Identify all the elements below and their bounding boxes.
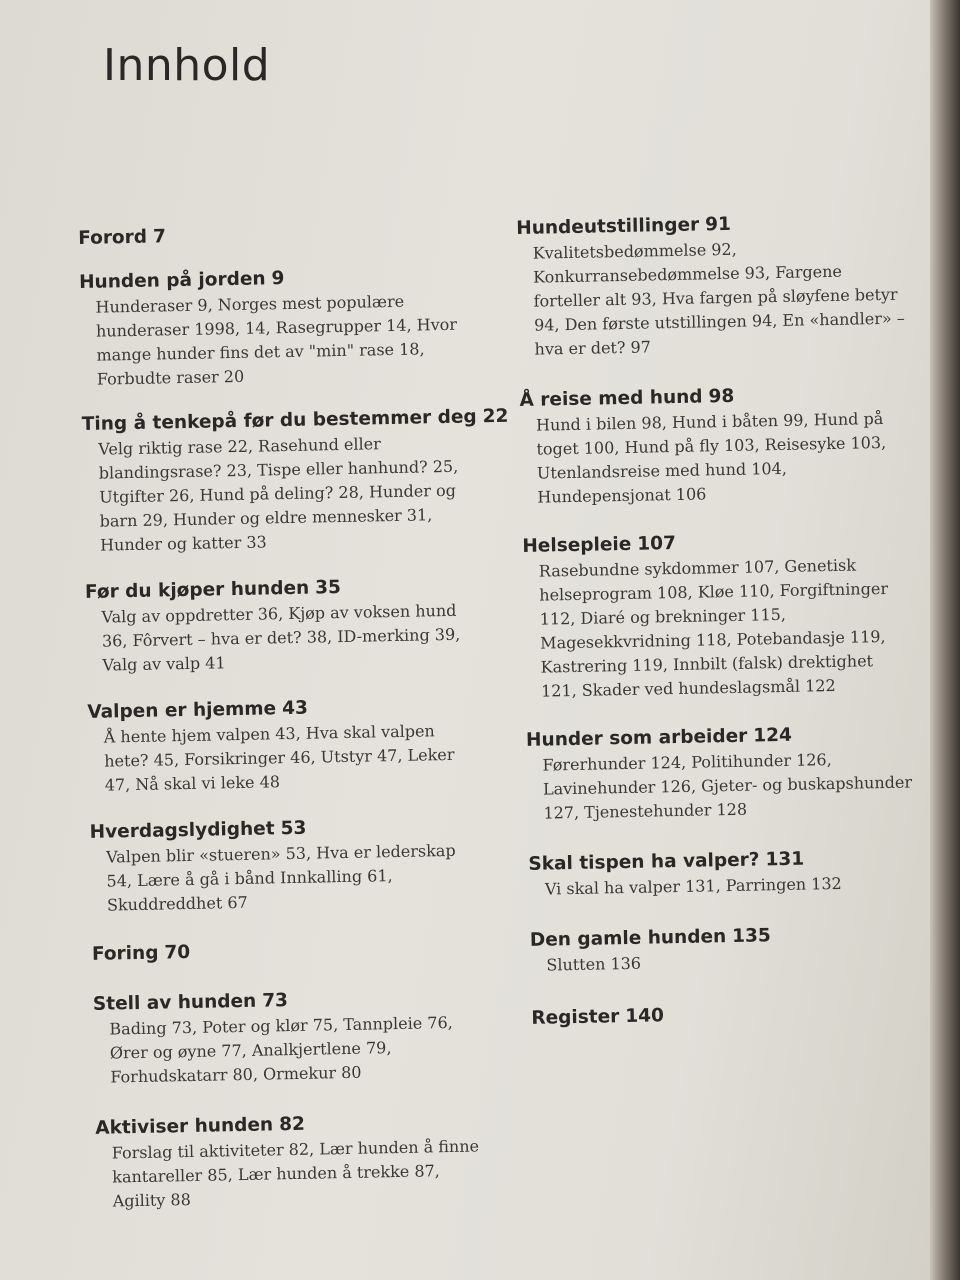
chapter-title: Forord bbox=[78, 226, 148, 249]
chapter-page-number: 9 bbox=[271, 268, 285, 290]
toc-right-column bbox=[516, 209, 922, 1032]
chapter-title: Foring bbox=[91, 942, 159, 965]
chapter-heading bbox=[92, 934, 482, 967]
toc-entry bbox=[516, 209, 909, 362]
toc-entry bbox=[81, 404, 509, 557]
chapter-page-number: 53 bbox=[280, 817, 307, 840]
chapter-page-number: 43 bbox=[281, 697, 309, 720]
subsection-list: Kvalitetsbedømmelse 92, Konkurransebedømmelse 93, Fargene forteller alt 93, Hva fargen på sløyfene betyr 94, Den første utstillingen 94, En «handler» – hva er det? 97 bbox=[532, 239, 905, 359]
toc-entry bbox=[530, 920, 921, 977]
subsection-list: Slutten 136 bbox=[546, 953, 642, 975]
subsection-list: Vi skal ha valper 131, Parringen 132 bbox=[544, 873, 842, 899]
toc-entry bbox=[522, 526, 915, 703]
chapter-page-number: 35 bbox=[314, 577, 342, 599]
chapter-title: Den gamle hunden bbox=[529, 926, 727, 951]
subsection-list: Valg av oppdretter 36, Kjøp av voksen hund 36, Fôrvert – hva er det? 38, ID-merking 39, Valg av valp 41 bbox=[101, 600, 461, 675]
subsection-list: Hund i bilen 98, Hund i båten 99, Hund på toget 100, Hund på fly 103, Reisesyke 103, Utenlandsreise med hund 104, Hundepensjonat 106 bbox=[535, 408, 887, 507]
chapter-page-number: 107 bbox=[637, 532, 677, 555]
toc-entry bbox=[95, 1108, 487, 1213]
subsection-list: Rasebundne sykdommer 107, Genetisk helseprogram 108, Kløe 110, Forgiftninger 112, Diaré og brekninger 115, Magesekkvridning 118, Potebandasje 119, Kastrering 119, Innbilt (falsk) drektighet 121, Skader ved hundeslagsmål 122 bbox=[538, 555, 889, 701]
chapter-title: Hundeutstillinger bbox=[516, 214, 700, 239]
chapter-page-number: 98 bbox=[708, 385, 735, 408]
chapter-page-number: 124 bbox=[753, 724, 793, 747]
toc-left-column bbox=[78, 219, 509, 1214]
subsection-list: Førerhunder 124, Politihunder 126, Lavinehunder 126, Gjeter- og buskapshunder 127, Tjenestehunder 128 bbox=[542, 750, 913, 823]
chapter-title: Aktiviser hunden bbox=[95, 1114, 274, 1139]
chapter-title: Hverdagslydighet bbox=[89, 818, 275, 843]
chapter-heading bbox=[531, 998, 921, 1031]
chapter-page-number: 140 bbox=[625, 1005, 665, 1028]
chapter-page-number: 135 bbox=[731, 925, 772, 947]
toc-entry bbox=[87, 692, 479, 797]
chapter-title: Skal tispen ha valper? bbox=[528, 849, 760, 875]
subsection-list: Hunderaser 9, Norges mest populære hunderaser 1998, 14, Rasegrupper 14, Hvor mange hunder fins det av "min" rase 18, Forbudte raser 20 bbox=[95, 291, 458, 389]
chapter-page-number: 7 bbox=[152, 226, 167, 248]
chapter-page-number: 131 bbox=[765, 848, 805, 871]
toc-entry bbox=[93, 984, 485, 1089]
page-title: Innhold bbox=[103, 40, 271, 91]
toc-entry bbox=[78, 219, 468, 252]
toc-entry bbox=[526, 720, 918, 825]
toc-entry bbox=[528, 844, 919, 901]
subsection-list: Å hente hjem valpen 43, Hva skal valpen hete? 45, Forsikringer 46, Utstyr 47, Leker 47, Nå skal vi leke 48 bbox=[103, 721, 455, 795]
chapter-title: Hunden på jorden bbox=[78, 268, 266, 293]
chapter-page-number: 91 bbox=[704, 213, 732, 236]
chapter-title: Stell av hunden bbox=[92, 990, 257, 1015]
chapter-title: Helsepleie bbox=[522, 533, 632, 557]
toc-entry bbox=[85, 572, 477, 677]
chapter-title: Ting å tenkepå før du bestemmer deg bbox=[81, 406, 477, 435]
toc-entry bbox=[519, 380, 911, 509]
subsection-list: Valpen blir «stueren» 53, Hva er lederskap 54, Lære å gå i bånd Innkalling 61, Skuddreddhet 67 bbox=[105, 840, 456, 915]
page-edge bbox=[930, 0, 960, 1280]
subsection-list: Velg riktig rase 22, Rasehund eller blandingsrase? 23, Tispe eller hanhund? 25, Utgifter 26, Hund på deling? 28, Hunder og barn 29, Hunder og eldre mennesker 31, Hunder og katter 33 bbox=[98, 434, 459, 555]
chapter-title: Før du kjøper hunden bbox=[84, 577, 310, 603]
chapter-page-number: 70 bbox=[164, 941, 191, 964]
toc-entry bbox=[92, 934, 482, 967]
chapter-heading bbox=[78, 219, 468, 252]
toc-entry bbox=[79, 263, 471, 392]
toc-entry bbox=[89, 812, 481, 917]
chapter-title: Register bbox=[531, 1006, 620, 1029]
chapter-title: Å reise med hund bbox=[519, 386, 703, 411]
toc-entry bbox=[531, 998, 921, 1031]
chapter-page-number: 73 bbox=[262, 990, 289, 1012]
chapter-page-number: 22 bbox=[482, 405, 509, 428]
chapter-title: Hunder som arbeider bbox=[525, 725, 748, 751]
chapter-page-number: 82 bbox=[278, 1113, 306, 1136]
subsection-list: Bading 73, Poter og klør 75, Tannpleie 76, Ører og øyne 77, Analkjertlene 79, Forhudskatarr 80, Ormekur 80 bbox=[109, 1012, 453, 1087]
subsection-list: Forslag til aktiviteter 82, Lær hunden å finne kantareller 85, Lær hunden å trekke 87, Agility 88 bbox=[111, 1136, 480, 1211]
chapter-title: Valpen er hjemme bbox=[87, 698, 277, 723]
